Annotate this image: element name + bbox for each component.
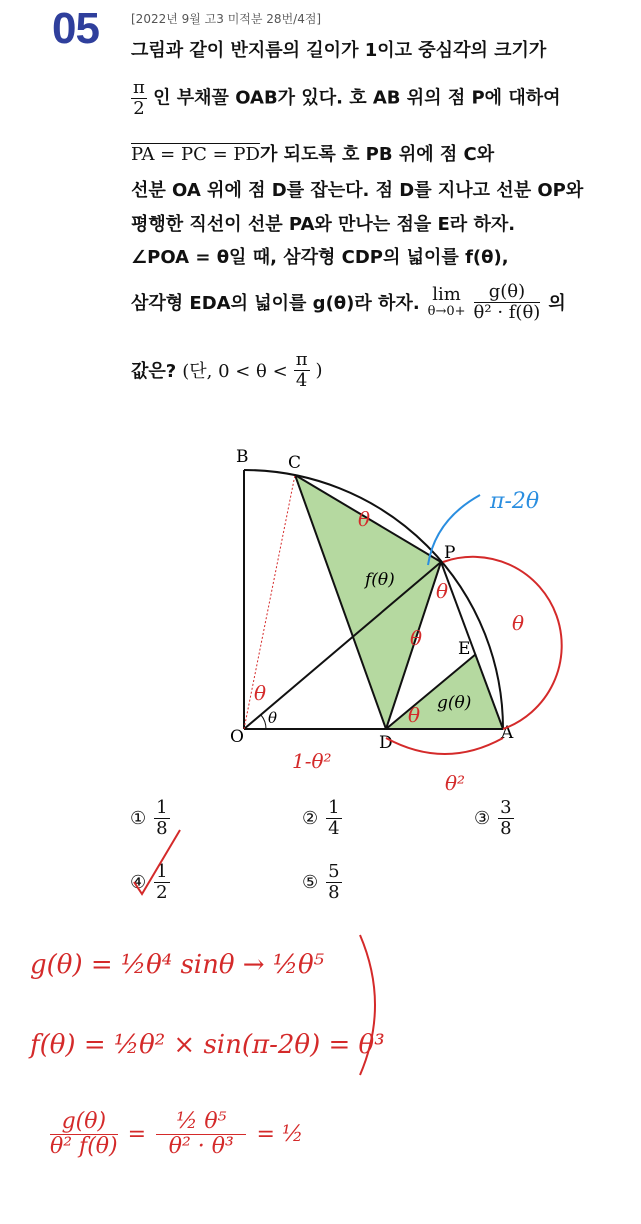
fraction-den: θ² · f(θ) <box>473 301 541 323</box>
label-b: B <box>236 447 249 467</box>
hw-eq: = <box>127 1122 147 1148</box>
fraction-num: π <box>295 349 308 370</box>
problem-text: 삼각형 EDA의 넓이를 g(θ)라 하자. <box>131 293 420 315</box>
problem-text: 인 부채꼴 OAB가 있다. 호 AB 위의 점 P에 대하여 <box>153 87 561 109</box>
fraction-den: 8 <box>500 817 512 839</box>
hw-theta: θ <box>408 703 421 727</box>
lim-sub: θ→0+ <box>427 304 466 320</box>
problem-line: 선분 OA 위에 점 D를 잡는다. 점 D를 지나고 선분 OP와 <box>131 180 584 201</box>
hw-theta: θ <box>436 579 449 603</box>
hw-bracket <box>350 930 390 1080</box>
label-g: g(θ) <box>437 693 472 713</box>
problem-line: 평행한 직선이 선분 PA와 만나는 점을 E라 하자. <box>131 214 516 235</box>
problem-line: ∠POA = θ일 때, 삼각형 CDP의 넓이를 f(θ), <box>131 247 509 268</box>
fraction-den: 8 <box>156 817 168 839</box>
choice-value <box>326 798 341 839</box>
hw-line-f: f(θ) = ½θ² × sin(π-2θ) = θ³ <box>30 1030 385 1060</box>
hw-den: θ² · θ³ <box>168 1134 234 1160</box>
hw-line-g: g(θ) = ½θ⁴ sinθ → ½θ⁵ <box>30 950 325 980</box>
choice-5[interactable] <box>302 862 342 903</box>
fraction-den: 4 <box>328 817 340 839</box>
fraction-den: 2 <box>156 881 168 903</box>
hw-num: g(θ) <box>50 1110 118 1135</box>
choice-2[interactable] <box>302 798 342 839</box>
fraction-num: π <box>133 77 145 98</box>
hw-num: ½ θ⁵ <box>156 1110 246 1135</box>
label-e: E <box>458 639 471 659</box>
paren: ) <box>315 359 323 381</box>
hw-theta: θ <box>254 681 267 705</box>
fraction-num: 1 <box>156 797 168 818</box>
choice-mark: ④ <box>130 871 147 893</box>
fraction-den: 4 <box>295 369 308 391</box>
hw-fraction <box>50 1110 118 1159</box>
choice-mark: ⑤ <box>302 871 319 893</box>
fraction-num: 1 <box>156 861 168 882</box>
condition: (단, 0 < θ < <box>182 361 288 383</box>
problem-text: 값은? <box>131 361 177 383</box>
choice-3[interactable] <box>474 798 514 839</box>
fraction-num: 3 <box>500 797 512 818</box>
problem-source: [2022년 9월 고3 미적분 28번/4점] <box>131 12 322 26</box>
hw-one-minus-theta-sq: 1-θ² <box>292 749 332 773</box>
choice-mark: ② <box>302 807 319 829</box>
fraction-den: 8 <box>328 881 340 903</box>
choice-value <box>498 798 513 839</box>
problem-text: 의 <box>548 293 566 315</box>
label-a: A <box>501 723 514 743</box>
fraction-num: g(θ) <box>474 282 541 303</box>
fraction-num: 5 <box>328 861 340 882</box>
label-c: C <box>288 453 302 473</box>
label-d: D <box>379 733 393 753</box>
lim-text: lim <box>432 284 461 306</box>
choice-mark: ③ <box>474 807 491 829</box>
fraction-num: 1 <box>328 797 340 818</box>
choice-value <box>326 862 341 903</box>
problem-line: 그림과 같이 반지름의 길이가 1이고 중심각의 크기가 <box>131 40 547 61</box>
hw-den: θ² f(θ) <box>50 1134 118 1160</box>
label-o: O <box>230 727 244 747</box>
label-f: f(θ) <box>365 570 395 590</box>
hw-pi-minus-2theta: π-2θ <box>490 489 540 514</box>
segment-equality: PA = PC = PD <box>131 144 260 165</box>
hw-theta-sq: θ² <box>445 771 466 795</box>
hw-line-limit <box>50 1110 303 1159</box>
label-theta: θ <box>268 709 278 727</box>
hw-theta: θ <box>358 507 371 531</box>
label-p: P <box>444 543 456 563</box>
hw-theta: θ <box>512 611 525 635</box>
angle-arc <box>261 715 266 729</box>
hw-theta: θ <box>410 626 423 650</box>
hw-fraction <box>156 1110 246 1159</box>
fraction-den: 2 <box>133 97 145 119</box>
choice-mark: ① <box>130 807 147 829</box>
problem-number: 05 <box>52 4 99 53</box>
check-mark-icon <box>128 817 188 900</box>
dotted-oc <box>244 475 295 729</box>
problem-text: 가 되도록 호 PB 위에 점 C와 <box>259 144 495 165</box>
hw-result: = ½ <box>256 1122 304 1148</box>
